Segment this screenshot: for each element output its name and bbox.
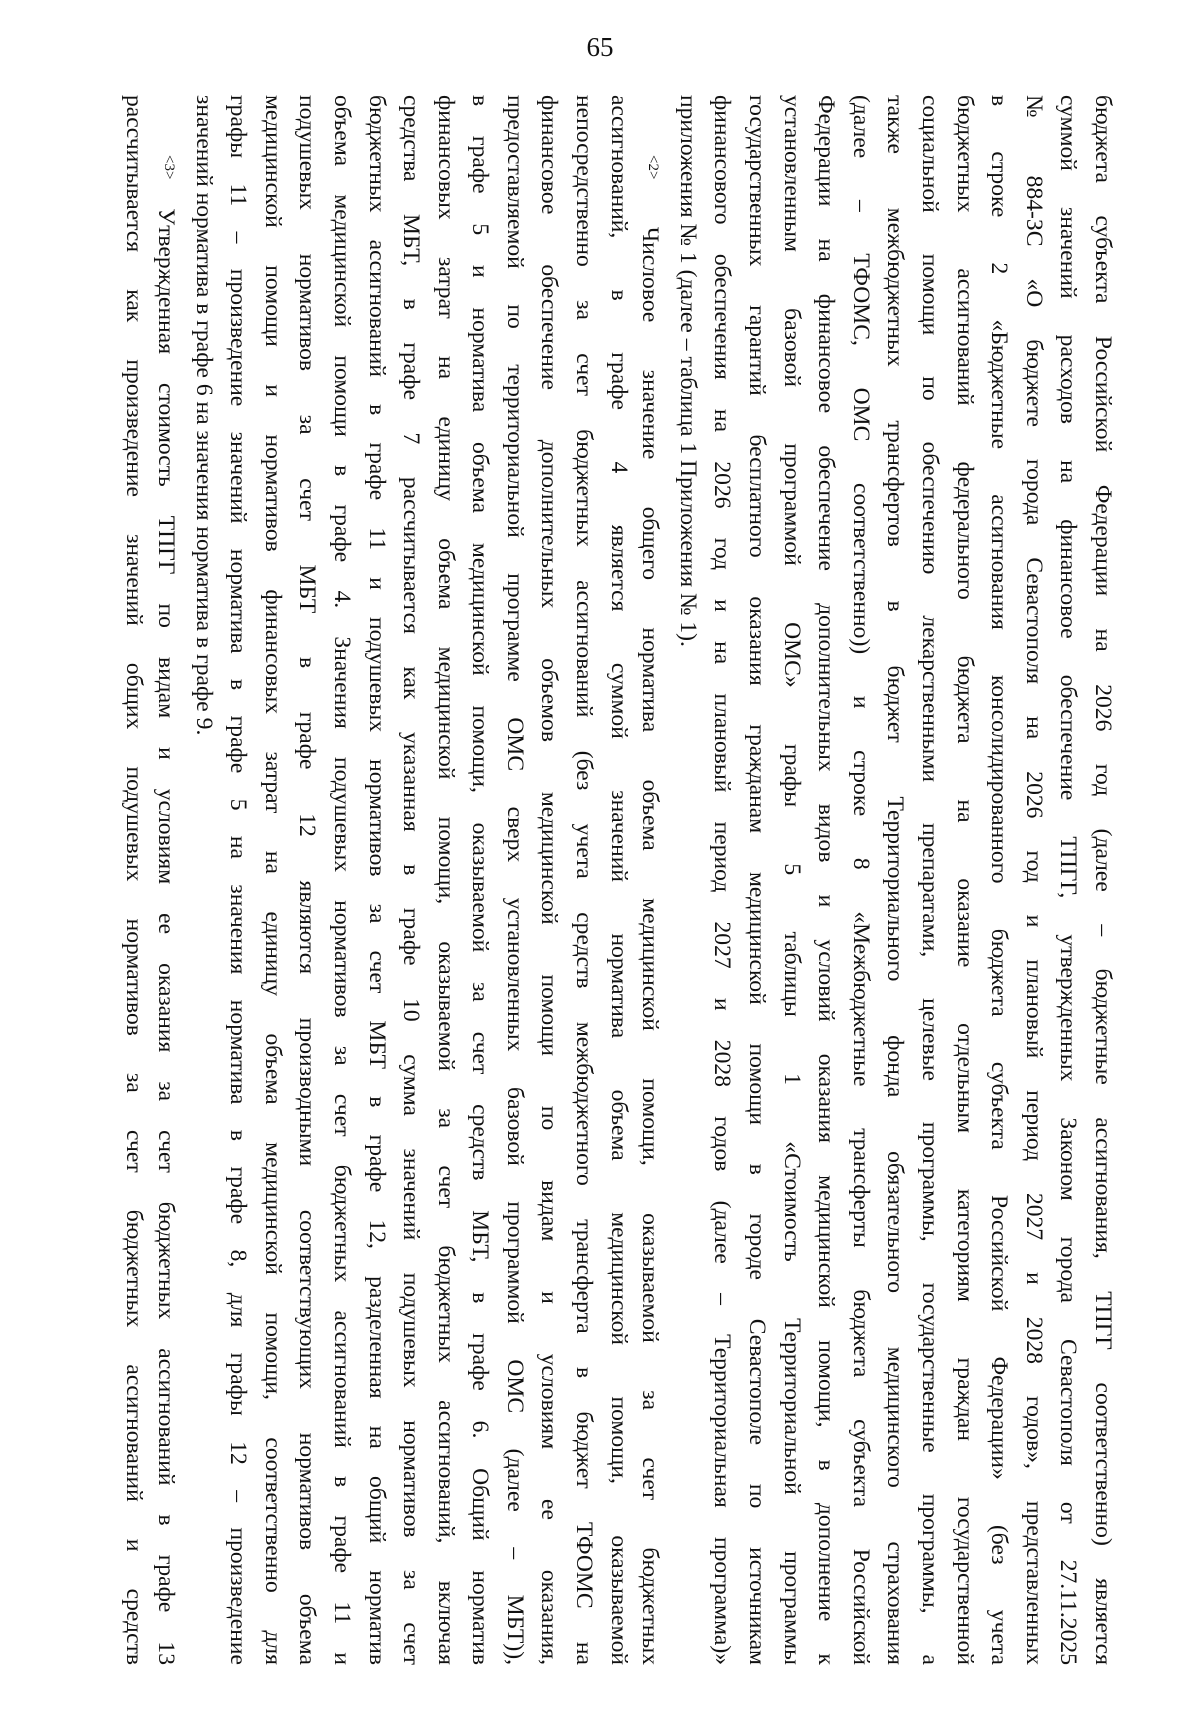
text-line: бюджета субъекта Российской Федерации на 2026 год (далее – бюджетные ассигнования, ТПГГ соответственно) является — [1090, 95, 1116, 1665]
text-line: подушевых нормативов за счет МБТ в графе 12 являются производными соответствующих нормативов объема — [294, 95, 321, 1665]
text-line: значений норматива в графе 6 на значения норматива в графе 9. — [190, 95, 217, 736]
text-line: № 884-ЗС «О бюджете города Севастополя на 2026 год и плановый период 2027 и 2028 годов», представленных — [1020, 95, 1047, 1665]
text-line: непосредственно за счет бюджетных ассигнований (без учета средств межбюджетного трансферта в бюджет ТФОМС на — [571, 95, 598, 1665]
text-line: (далее – ТФОМС, ОМС соответственно)) и строке 8 «Межбюджетные трансферты бюджета субъекта Российской — [847, 95, 874, 1665]
text-line: ассигнований, в графе 4 является суммой значений норматива объема медицинской помощи, оказываемой — [605, 95, 632, 1665]
text-line: установленным базовой программой ОМС» графы 5 таблицы 1 «Стоимость Территориальной программы — [778, 95, 805, 1665]
text-line: Федерации на финансовое обеспечение дополнительных видов и условий оказания медицинской помощи, в дополнение к — [813, 95, 840, 1665]
text-line: финансового обеспечения на 2026 год и на плановый период 2027 и 2028 годов (далее – Территориальная программа)» — [709, 95, 736, 1665]
text-line: приложения № 1 (далее – таблица 1 Приложения № 1). — [674, 95, 701, 647]
text-line: медицинской помощи и нормативов финансовых затрат на единицу объема медицинской помощи, соответственно для — [259, 95, 286, 1665]
text-line: также межбюджетных трансфертов в бюджет Территориального фонда обязательного медицинского страхования — [882, 95, 909, 1665]
footnote-marker: <3> — [160, 155, 177, 180]
text-line: финансовое обеспечение дополнительных объемов медицинской помощи по видам и условиям ее оказания, — [536, 95, 563, 1665]
footnote-1 — [670, 95, 1120, 1665]
text-line: предоставляемой по территориальной программе ОМС сверх установленных базовой программой ОМС (далее – МБТ)), — [501, 95, 528, 1665]
footnote-marker: <2> — [645, 155, 662, 180]
text-line-content: Утвержденная стоимость ТПГГ по видам и условиям ее оказания за счет бюджетных ассигнований в графе 13 — [152, 208, 179, 1665]
text-line-first — [636, 95, 671, 1665]
footnote-2 — [186, 95, 670, 1665]
text-line-first — [151, 95, 186, 1665]
text-line: графы 11 – произведение значений норматива в графе 5 на значения норматива в графе 8, для графы 12 – произведение — [225, 95, 252, 1665]
text-line: в графе 5 и норматива объема медицинской помощи, оказываемой за счет средств МБТ, в графе 6. Общий норматив — [467, 95, 494, 1665]
text-line: социальной помощи по обеспечению лекарственными препаратами, целевые программы, государственные программы, а — [917, 95, 944, 1665]
text-line: в строке 2 «Бюджетные ассигнования консолидированного бюджета субъекта Российской Федерации» (без учета — [986, 95, 1013, 1665]
footnote-3 — [117, 95, 186, 1665]
text-line: бюджетных ассигнований в графе 11 и подушевых нормативов за счет МБТ в графе 12, разделенная на общий норматив — [363, 95, 390, 1665]
text-line: рассчитывается как произведение значений общих подушевых нормативов за счет бюджетных ассигнований и средств — [121, 95, 148, 1665]
text-line: государственных гарантий бесплатного оказания гражданам медицинской помощи в городе Севастополе по источникам — [744, 95, 771, 1665]
text-line-content: Числовое значение общего норматива объема медицинской помощи, оказываемой за счет бюджетных — [637, 226, 664, 1665]
page-number: 65 — [586, 32, 614, 62]
text-line: финансовых затрат на единицу объема медицинской помощи, оказываемой за счет бюджетных ассигнований, включая — [432, 95, 459, 1665]
text-line: объема медицинской помощи в графе 4. Значения подушевых нормативов за счет бюджетных ассигнований в графе 11 и — [328, 95, 355, 1665]
text-line: бюджетных ассигнований федерального бюджета на оказание отдельным категориям граждан государственной — [951, 95, 978, 1665]
text-line: средства МБТ, в графе 7 рассчитывается как указанная в графе 10 сумма значений подушевых нормативов за счет — [398, 95, 425, 1665]
text-line: суммой значений расходов на финансовое обеспечение ТПГГ, утвержденных Законом города Севастополя от 27.11.2025 — [1055, 95, 1082, 1665]
rotated-text-block — [121, 95, 1120, 1665]
